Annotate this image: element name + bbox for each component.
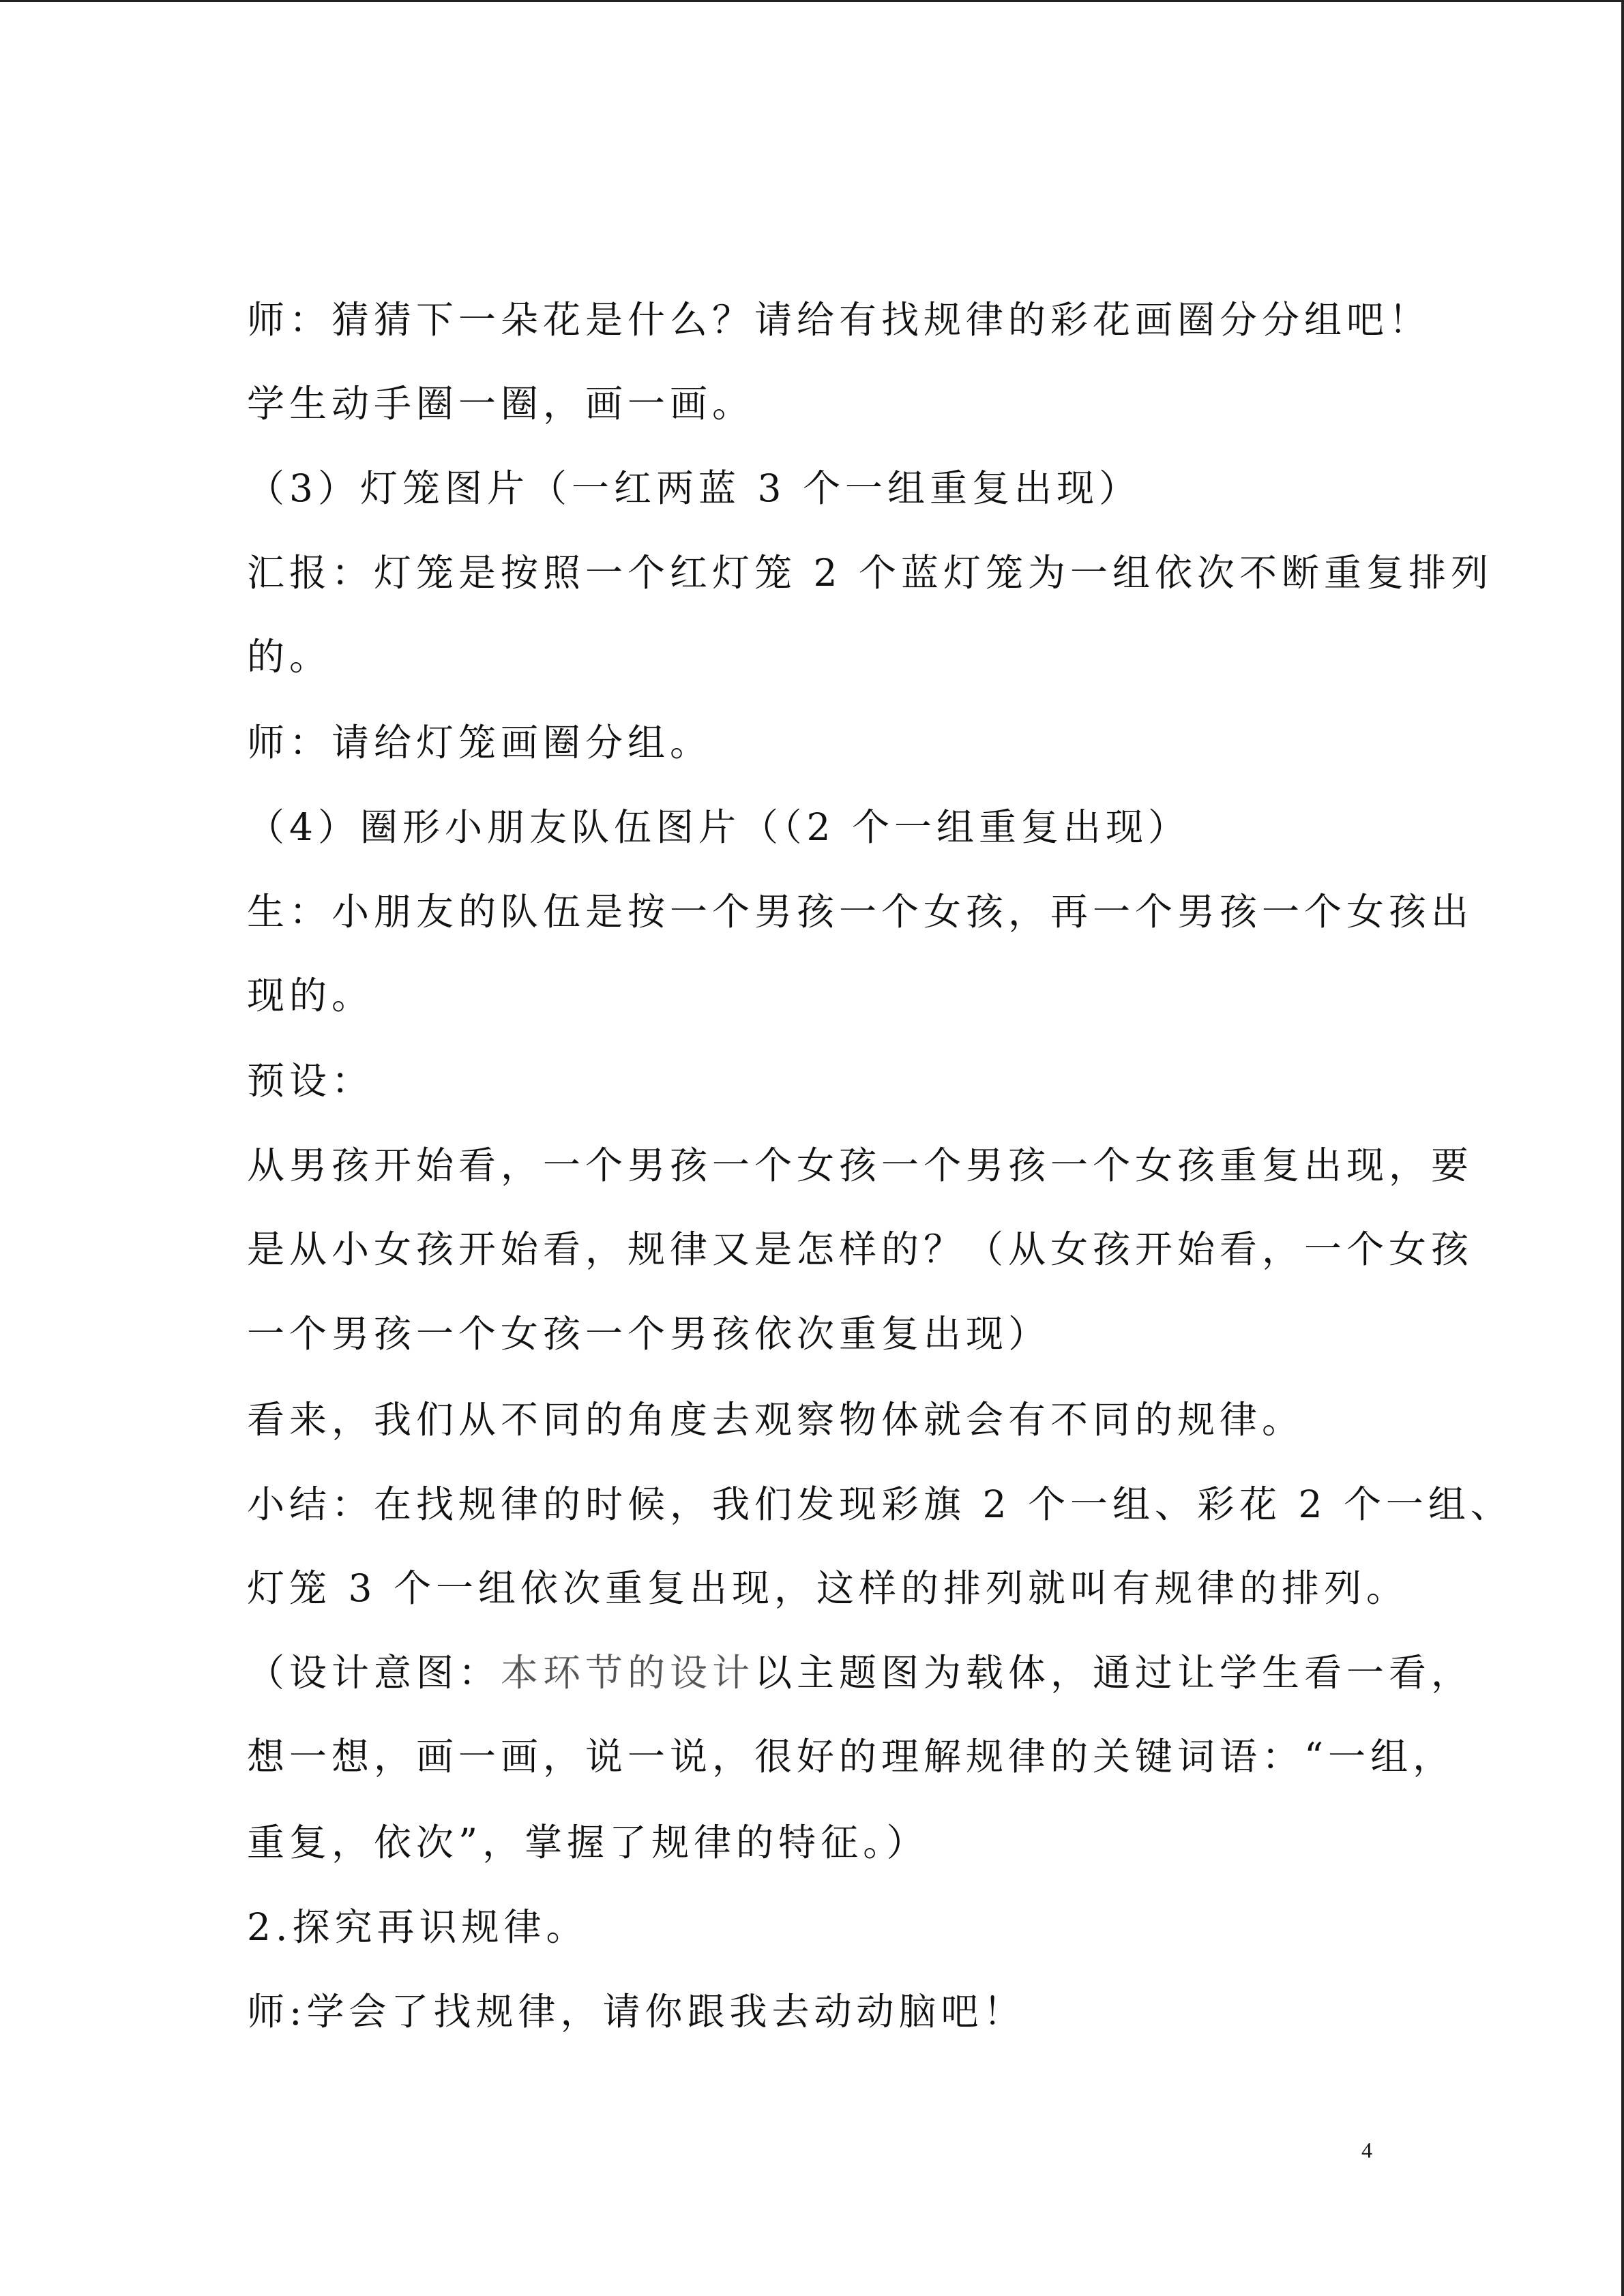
paragraph-line: （3）灯笼图片（一红两蓝 3 个一组重复出现）	[247, 466, 1141, 510]
paragraph-line: 看来，我们从不同的角度去观察物体就会有不同的规律。	[247, 1398, 1305, 1442]
line-suffix: 以主题图为载体，通过让学生看一看，	[754, 1651, 1474, 1695]
paragraph-line	[247, 1649, 1473, 1697]
paragraph-line: 灯笼 3 个一组依次重复出现，这样的排列就叫有规律的排列。	[247, 1566, 1408, 1610]
paragraph-line: 师：请给灯笼画圈分组。	[247, 721, 713, 764]
paragraph-line: （4）圈形小朋友队伍图片（（2 个一组重复出现）	[247, 805, 1190, 849]
paragraph-line: 师：猜猜下一朵花是什么？请给有找规律的彩花画圈分分组吧！	[247, 298, 1432, 342]
paragraph-line: 想一想，画一画，说一说，很好的理解规律的关键词语：“一组，	[247, 1735, 1456, 1778]
paragraph-line: 汇报：灯笼是按照一个红灯笼 2 个蓝灯笼为一组依次不断重复排列	[247, 551, 1493, 595]
line-prefix: （设计意图：	[247, 1651, 501, 1695]
paragraph-line: 预设：	[247, 1059, 374, 1103]
paragraph-line: 的。	[247, 635, 332, 679]
paragraph-line: 重复，依次”，掌握了规律的特征。）	[247, 1821, 929, 1864]
paragraph-line: 师:学会了找规律，请你跟我去动动脑吧！	[247, 1990, 1026, 2033]
paragraph-line: 是从小女孩开始看，规律又是怎样的？（从女孩开始看，一个女孩	[247, 1227, 1474, 1271]
paragraph-line: 一个男孩一个女孩一个男孩依次重复出现）	[247, 1312, 1051, 1356]
paragraph-line: 从男孩开始看，一个男孩一个女孩一个男孩一个女孩重复出现，要	[247, 1144, 1474, 1187]
section-heading: 2.探究再识规律。	[247, 1905, 589, 1949]
highlight-text: 本环节的设计	[501, 1651, 755, 1695]
page-number: 4	[1361, 2138, 1372, 2162]
paragraph-line: 生：小朋友的队伍是按一个男孩一个女孩，再一个男孩一个女孩出	[247, 890, 1474, 934]
page-top-border	[0, 0, 1624, 2]
paragraph-line: 学生动手圈一圈，画一画。	[247, 382, 755, 426]
page-right-border	[1621, 0, 1624, 2296]
paragraph-line: 现的。	[247, 974, 374, 1017]
paragraph-line: 小结：在找规律的时候，我们发现彩旗 2 个一组、彩花 2 个一组、	[247, 1482, 1513, 1526]
